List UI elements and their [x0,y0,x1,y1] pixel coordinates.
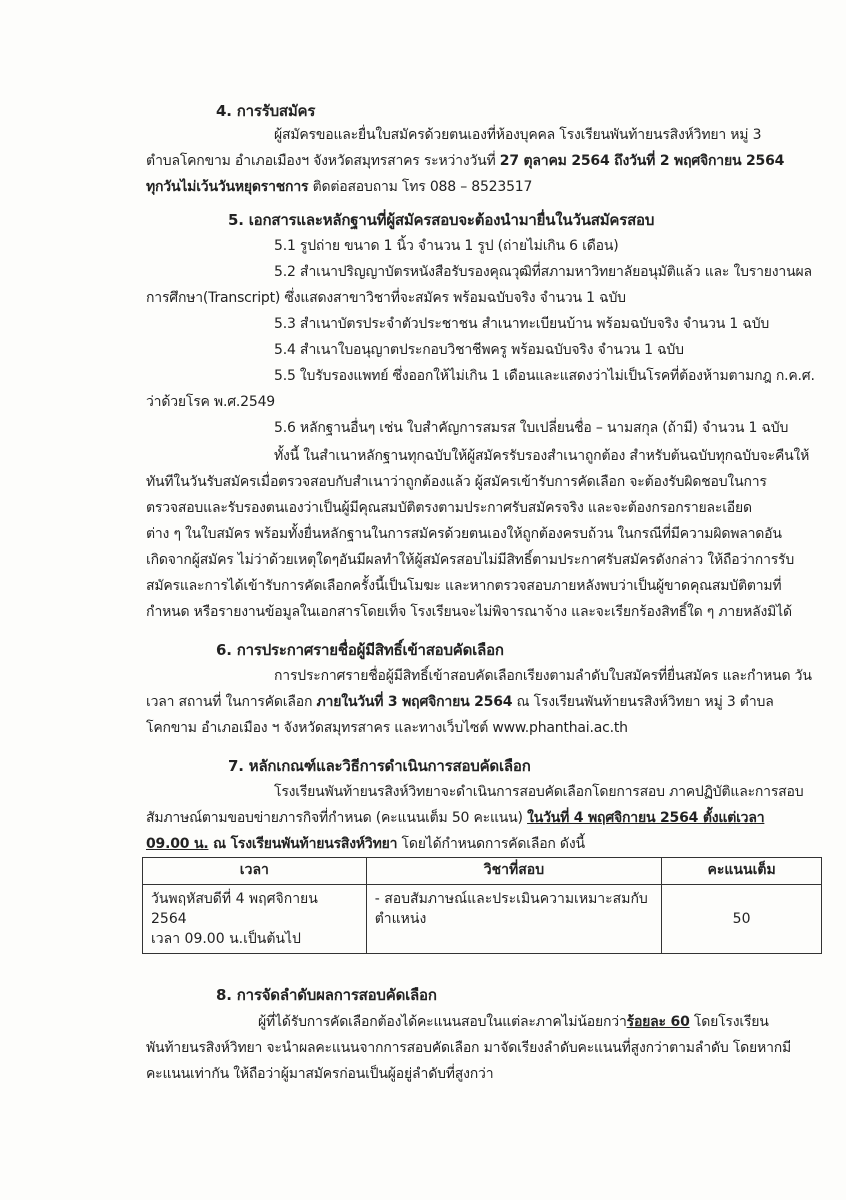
section-4-line-3 [146,177,532,197]
section-4-line-2 [146,151,784,171]
section-8-line-3: คะแนนเท่ากัน ให้ถือว่าผู้มาสมัครก่อนเป็นผู้อยู่ลำดับที่สูงกว่า [146,1066,494,1082]
section-4-heading: 4. การรับสมัคร [216,102,316,120]
section-8-heading: 8. การจัดลำดับผลการสอบคัดเลือก [216,986,437,1004]
header-score: คะแนนเต็ม [662,858,822,885]
cell-time-hour: เวลา 09.00 น.เป็นต้นไป [151,931,301,947]
item-5-5-line-1: 5.5 ใบรับรองแพทย์ ซึ่งออกให้ไม่เกิน 1 เดือนและแสดงว่าไม่เป็นโรคที่ต้องห้ามตามกฎ ก.ค.ศ. [274,368,815,384]
section-7-heading: 7. หลักเกณฑ์และวิธีการดำเนินการสอบคัดเลือก [228,757,531,775]
section-8-line-1 [258,1012,769,1032]
cell-subject [366,885,662,954]
item-5-2-line-1: 5.2 สำเนาปริญญาบัตรหนังสือรับรองคุณวุฒิที่สภามหาวิทยาลัยอนุมัติแล้ว และ ใบรายงานผล [274,264,812,280]
section-4-line-1: ผู้สมัครขอและยื่นใบสมัครด้วยตนเองที่ห้องบุคคล โรงเรียนพันท้ายนรสิงห์วิทยา หมู่ 3 [274,127,762,143]
item-5-3: 5.3 สำเนาบัตรประจำตัวประชาชน สำเนาทะเบียนบ้าน พร้อมฉบับจริง จำนวน 1 ฉบับ [274,316,770,332]
note-line-4: ต่าง ๆ ในใบสมัคร พร้อมทั้งยื่นหลักฐานในการสมัครด้วยตนเองให้ถูกต้องครบถ้วน ในกรณีที่มีความผิดพลาดอัน [146,526,782,542]
section-8-text: ผู้ที่ได้รับการคัดเลือกต้องได้คะแนนสอบในแต่ละภาคไม่น้อยกว่า [258,1014,627,1030]
announcement-date: ภายในวันที่ 3 พฤศจิกายน 2564 [316,694,513,710]
exam-location: ณ โรงเรียนพันท้ายนรสิงห์วิทยา [208,836,398,852]
item-5-6: 5.6 หลักฐานอื่นๆ เช่น ใบสำคัญการสมรส ใบเปลี่ยนชื่อ – นามสกุล (ถ้ามี) จำนวน 1 ฉบับ [274,420,789,436]
section-6-line-3: โคกขาม อำเภอเมือง ฯ จังหวัดสมุทรสาคร และทางเว็บไซต์ www.phanthai.ac.th [146,720,628,736]
section-7-text-end: โดยได้กำหนดการคัดเลือก ดังนี้ [397,836,585,852]
table-header-row [143,858,822,885]
cell-time-date: วันพฤหัสบดีที่ 4 พฤศจิกายน 2564 [151,891,318,927]
note-line-1: ทั้งนี้ ในสำเนาหลักฐานทุกฉบับให้ผู้สมัครรับรองสำเนาถูกต้อง สำหรับต้นฉบับทุกฉบับจะคืนให้ [274,448,810,464]
section-6-line-2 [146,692,774,712]
cell-time [143,885,367,954]
header-subject: วิชาที่สอบ [366,858,662,885]
note-line-2: ทันทีในวันรับสมัครเมื่อตรวจสอบกับสำเนาว่าถูกต้องแล้ว ผู้สมัครเข้ารับการคัดเลือก จะต้องรับผิดชอบในการ [146,474,767,490]
cell-subject-line-1: - สอบสัมภาษณ์และประเมินความเหมาะสมกับ [374,891,648,907]
section-6-heading: 6. การประกาศรายชื่อผู้มีสิทธิ์เข้าสอบคัดเลือก [216,641,504,659]
exam-schedule-table [142,857,822,954]
section-7-line-1: โรงเรียนพันท้ายนรสิงห์วิทยาจะดำเนินการสอบคัดเลือกโดยการสอบ ภาคปฏิบัติและการสอบ [274,784,804,800]
section-6-line-1: การประกาศรายชื่อผู้มีสิทธิ์เข้าสอบคัดเลือกเรียงตามลำดับใบสมัครที่ยื่นสมัคร และกำหนด วัน [274,668,812,684]
passing-percent: ร้อยละ 60 [626,1014,690,1030]
section-5-heading: 5. เอกสารและหลักฐานที่ผู้สมัครสอบจะต้องนำมายื่นในวันสมัครสอบ [228,211,655,229]
contact-phone: ติดต่อสอบถาม โทร 088 – 8523517 [308,179,533,195]
header-time: เวลา [143,858,367,885]
section-6-location: ณ โรงเรียนพันท้ายนรสิงห์วิทยา หมู่ 3 ตำบล [512,694,774,710]
section-6-text: เวลา สถานที่ ในการคัดเลือก [146,694,317,710]
note-line-7: กำหนด หรือรายงานข้อมูลในเอกสารโดยเท็จ โรงเรียนจะไม่พิจารณาจ้าง และจะเรียกร้องสิทธิ์ใด ๆ ภายหลังมิได้ [146,604,792,620]
section-4-text: ตำบลโคกขาม อำเภอเมืองฯ จังหวัดสมุทรสาคร ระหว่างวันที่ [146,153,500,169]
section-8-line-2: พันท้ายนรสิงห์วิทยา จะนำผลคะแนนจากการสอบคัดเลือก มาจัดเรียงลำดับคะแนนที่สูงกว่าตามลำดับ โดยหากมี [146,1040,792,1056]
section-7-line-2 [146,808,764,828]
section-7-line-3 [146,834,585,854]
section-8-text-end: โดยโรงเรียน [689,1014,769,1030]
section-7-text: สัมภาษณ์ตามขอบข่ายภารกิจที่กำหนด (คะแนนเต็ม 50 คะแนน) [146,810,528,826]
cell-subject-line-2: ตำแหน่ง [374,911,427,927]
item-5-4: 5.4 สำเนาใบอนุญาตประกอบวิชาชีพครู พร้อมฉบับจริง จำนวน 1 ฉบับ [274,342,684,358]
exam-date: ในวันที่ 4 พฤศจิกายน 2564 ตั้งแต่เวลา [527,810,765,826]
item-5-5-line-2: ว่าด้วยโรค พ.ศ.2549 [146,394,275,410]
application-period: 27 ตุลาคม 2564 ถึงวันที่ 2 พฤศจิกายน 2564 [499,153,785,169]
note-line-5: เกิดจากผู้สมัคร ไม่ว่าด้วยเหตุใดๆอันมีผลทำให้ผู้สมัครสอบไม่มีสิทธิ์ตามประกาศรับสมัครดังกล่าว ให้ถือว่าการรับ [146,552,795,568]
table-row [143,885,822,954]
note-line-6: สมัครและการได้เข้ารับการคัดเลือกครั้งนี้เป็นโมฆะ และหากตรวจสอบภายหลังพบว่าเป็นผู้ขาดคุณสมบัติตามที่ [146,578,782,594]
exam-time: 09.00 น. [146,836,209,852]
note-line-3: ตรวจสอบและรับรองตนเองว่าเป็นผู้มีคุณสมบัติตรงตามประกาศรับสมัครจริง และจะต้องกรอกรายละเอียด [146,500,752,516]
item-5-1: 5.1 รูปถ่าย ขนาด 1 นิ้ว จำนวน 1 รูป (ถ่ายไม่เกิน 6 เดือน) [274,238,619,254]
cell-score: 50 [662,885,822,954]
application-days: ทุกวันไม่เว้นวันหยุดราชการ [146,179,309,195]
item-5-2-line-2: การศึกษา(Transcript) ซึ่งแสดงสาขาวิชาที่จะสมัคร พร้อมฉบับจริง จำนวน 1 ฉบับ [146,290,626,306]
